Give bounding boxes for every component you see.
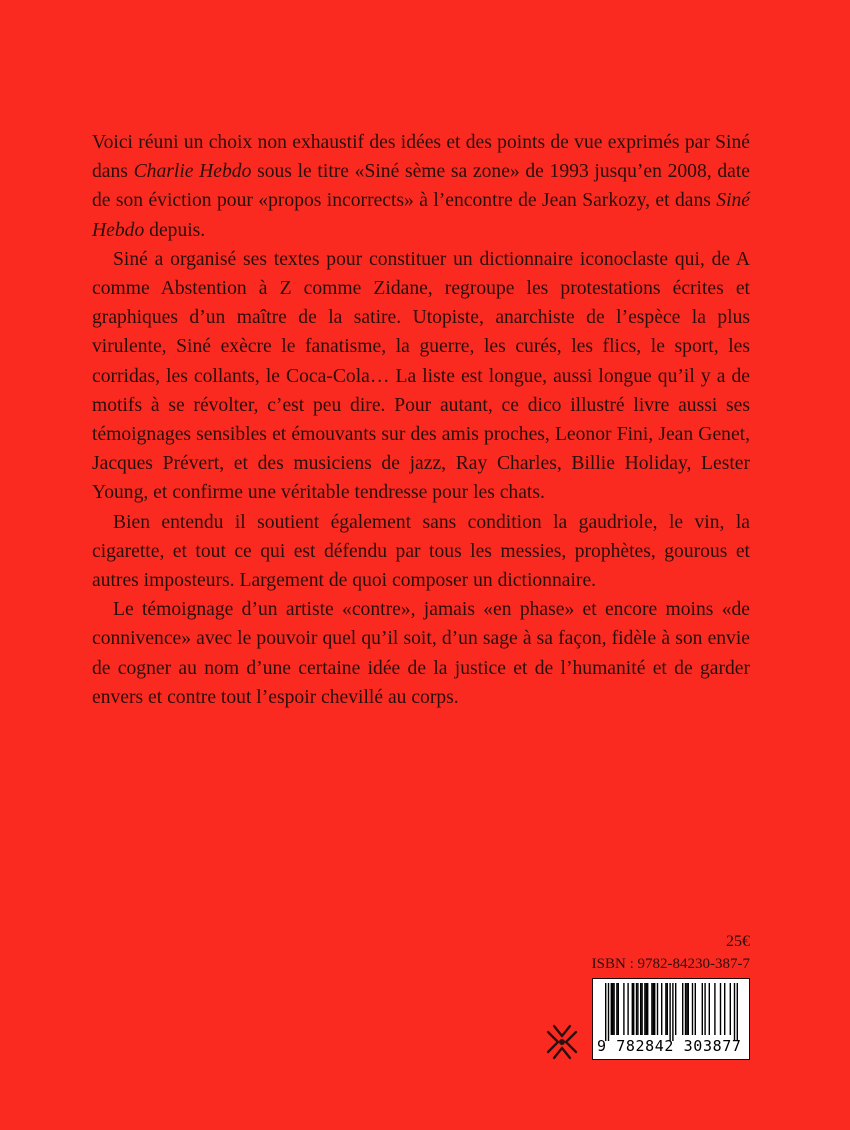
- blurb-paragraph-4: Le témoignage d’un artiste «contre», jamais «en phase» et encore moins «de connivence» avec le pouvoir quel qu’il soit, d’un sage à sa façon, fidèle à son envie de cogner au nom d’une certaine idée de la justice et de l’humanité et de garder envers et contre tout l’espoir chevillé au corps.: [92, 599, 750, 708]
- barcode-bar: [632, 983, 633, 1035]
- barcode: [592, 978, 750, 1060]
- barcode-bar: [605, 983, 606, 1041]
- barcode-bar: [704, 983, 705, 1035]
- barcode-bar: [734, 983, 735, 1041]
- barcode-bar: [651, 983, 652, 1035]
- blurb-paragraph-1: [92, 128, 750, 245]
- barcode-bar: [686, 983, 687, 1035]
- barcode-bar: [720, 983, 721, 1035]
- barcode-bar: [653, 983, 654, 1035]
- barcode-bar: [612, 983, 613, 1035]
- barcode-bar: [682, 983, 683, 1035]
- isbn-label: ISBN : 9782-84230-387-7: [591, 956, 750, 972]
- barcode-bar: [657, 983, 658, 1035]
- barcode-bar: [665, 983, 666, 1035]
- barcode-bar: [695, 983, 696, 1035]
- barcode-bar: [737, 983, 738, 1041]
- blurb-p1-text-c: sous le titre «Siné sème sa zone» de 1993 jusqu’en 2008, date de son éviction pour «propos incorrects» à l’encontre de Jean Sarkozy, et dans: [92, 161, 750, 212]
- barcode-bar: [661, 983, 662, 1035]
- barcode-bar: [633, 983, 634, 1035]
- barcode-bar: [641, 983, 642, 1035]
- blurb-p1-text-a: Voici réuni un choix non exhaustif des idées et des points de vue exprimés par Siné dans: [92, 132, 750, 183]
- barcode-bar: [636, 983, 637, 1035]
- barcode-bar: [714, 983, 715, 1035]
- barcode-bar: [669, 983, 670, 1041]
- barcode-bar: [644, 983, 645, 1035]
- barcode-bar: [608, 983, 609, 1041]
- barcode-bar: [654, 983, 655, 1035]
- barcode-bar: [672, 983, 673, 1041]
- barcode-bar: [685, 983, 686, 1035]
- barcode-bar: [616, 983, 617, 1035]
- barcode-bar: [688, 983, 689, 1035]
- barcode-bar: [702, 983, 703, 1035]
- magazine-title-charlie-hebdo: Charlie Hebdo: [133, 161, 252, 183]
- publisher-logo-icon: [540, 1018, 584, 1062]
- barcode-bar: [730, 983, 731, 1035]
- barcode-bar: [627, 983, 628, 1035]
- barcode-bar: [692, 983, 693, 1035]
- magazine-title-sine-hebdo: Siné Hebdo: [92, 190, 750, 241]
- price-label: 25€: [726, 933, 750, 950]
- barcode-digits: 9 782842 303877: [597, 1037, 742, 1055]
- barcode-bar: [667, 983, 668, 1035]
- barcode-bar: [646, 983, 647, 1035]
- barcode-bar: [613, 983, 614, 1035]
- barcode-bar: [637, 983, 638, 1035]
- barcode-bar: [647, 983, 648, 1035]
- barcode-bar: [618, 983, 619, 1035]
- barcode-bar: [675, 983, 676, 1035]
- barcode-bar: [640, 983, 641, 1035]
- blurb-paragraph-3: Bien entendu il soutient également sans condition la gaudriole, le vin, la cigarette, et tout ce qui est défendu par tous les messies, prophètes, gourous et autres imposteurs. Largement de quoi composer un dictionnaire.: [92, 511, 750, 592]
- blurb-p1-text-e: depuis.: [144, 219, 206, 241]
- blurb-paragraph-2: Siné a organisé ses textes pour constituer un dictionnaire iconoclaste qui, de A comme Abstention à Z comme Zidane, regroupe les protestations écrites et graphiques d’un maître de la satire. Utopiste, anarchiste de l’espèce la plus virulente, Siné exècre le fanatisme, la guerre, les curés, les flics, le sport, les corridas, les collants, le Coca-Cola… La liste est longue, aussi longue qu’il y a de motifs à se révolter, c’est peu dire. Pour autant, ce dico illustré livre aussi ses témoignages sensibles et émouvants sur des amis proches, Leonor Fini, Jean Genet, Jacques Prévert, et des musiciens de jazz, Ray Charles, Billie Holiday, Lester Young, et confirme une véritable tendresse pour les chats.: [92, 248, 750, 504]
- barcode-bar: [623, 983, 624, 1035]
- barcode-bar: [709, 983, 710, 1035]
- blurb-text: [92, 128, 750, 712]
- barcode-bar: [611, 983, 612, 1035]
- barcode-bar: [724, 983, 725, 1035]
